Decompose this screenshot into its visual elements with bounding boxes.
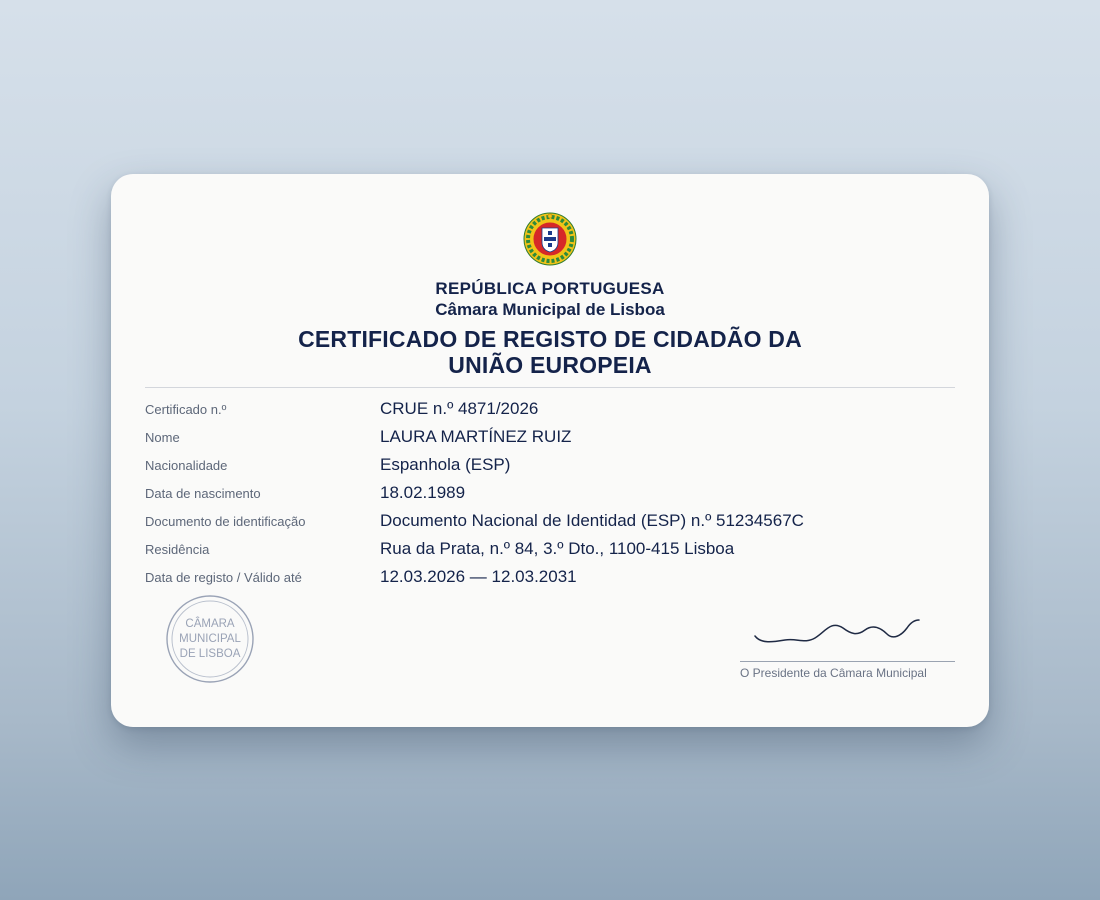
country-name: REPÚBLICA PORTUGUESA — [435, 279, 665, 298]
municipal-seal-stamp — [166, 595, 254, 683]
certificate-card — [111, 174, 989, 727]
municipality-name: Câmara Municipal de Lisboa — [435, 300, 665, 319]
field-row-id-document — [145, 510, 955, 538]
document-title — [111, 326, 989, 378]
handwritten-signature — [751, 614, 931, 654]
field-value: Espanhola (ESP) — [380, 455, 511, 474]
field-row-registration-validity — [145, 566, 955, 594]
field-row-nationality — [145, 454, 955, 482]
field-label: Nacionalidade — [145, 458, 228, 473]
signature-caption: O Presidente da Câmara Municipal — [740, 666, 927, 680]
field-row-certificate-number — [145, 398, 955, 426]
seal-text-line-1: CÂMARA — [185, 618, 235, 630]
field-value: 12.03.2026 — 12.03.2031 — [380, 567, 577, 586]
field-label: Nome — [145, 430, 180, 445]
field-value: CRUE n.º 4871/2026 — [380, 399, 539, 418]
field-value: Rua da Prata, n.º 84, 3.º Dto., 1100-415 Lisboa — [380, 539, 735, 558]
field-value: LAURA MARTÍNEZ RUIZ — [380, 427, 572, 446]
seal-text-line-3: DE LISBOA — [179, 648, 241, 660]
header-divider — [145, 387, 955, 388]
field-row-residence — [145, 538, 955, 566]
field-label: Residência — [145, 542, 210, 557]
certificate-fields — [145, 398, 955, 594]
field-value: 18.02.1989 — [380, 483, 466, 502]
seal-text-line-2: MUNICIPAL — [179, 633, 241, 645]
portuguese-coat-of-arms-icon — [523, 212, 577, 266]
field-value: Documento Nacional de Identidad (ESP) n.º 51234567C — [380, 511, 804, 530]
signature-line — [740, 661, 955, 662]
field-label: Data de registo / Válido até — [145, 570, 302, 585]
field-label: Data de nascimento — [145, 486, 261, 501]
document-title-line-2: UNIÃO EUROPEIA — [448, 352, 652, 378]
field-label: Certificado n.º — [145, 402, 227, 417]
field-row-name — [145, 426, 955, 454]
document-title-line-1: CERTIFICADO DE REGISTO DE CIDADÃO DA — [298, 326, 802, 352]
field-row-birth-date — [145, 482, 955, 510]
field-label: Documento de identificação — [145, 514, 306, 529]
